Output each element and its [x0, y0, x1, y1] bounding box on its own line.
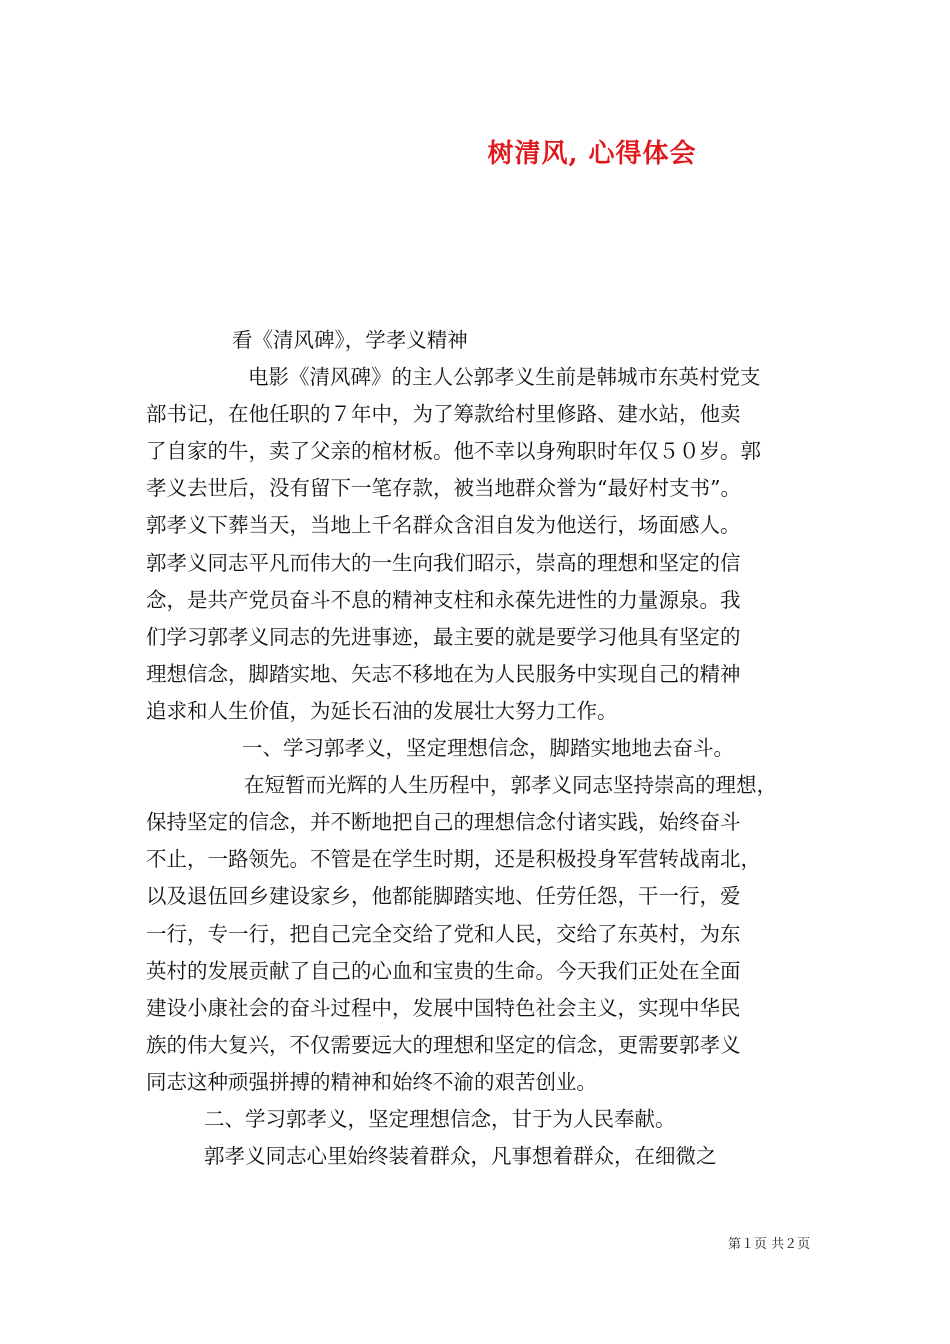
paragraph-line: 建设小康社会的奋斗过程中，发展中国特色社会主义，实现中华民 [146, 995, 741, 1020]
paragraph-line: 孝义去世后，没有留下一笔存款，被当地群众誉为“最好村支书”。 [146, 476, 741, 501]
paragraph-line: 念，是共产党员奋斗不息的精神支柱和永葆先进性的力量源泉。我 [146, 587, 741, 612]
paragraph-line: 英村的发展贡献了自己的心血和宝贵的生命。今天我们正处在全面 [146, 958, 741, 983]
paragraph-line: 们学习郭孝义同志的先进事迹，最主要的就是要学习他具有坚定的 [146, 624, 741, 649]
section-heading-2: 二、学习郭孝义，坚定理想信念，甘于为人民奉献。 [204, 1106, 676, 1131]
paragraph-line: 了自家的牛，卖了父亲的棺材板。他不幸以身殉职时年仅５０岁。郭 [146, 439, 761, 464]
paragraph-line: 一行，专一行，把自己完全交给了党和人民，交给了东英村，为东 [146, 921, 741, 946]
document-title: 树清风, 心得体会 [487, 139, 697, 169]
paragraph-line: 保持坚定的信念，并不断地把自己的理想信念付诸实践，始终奋斗 [146, 810, 741, 835]
paragraph-line: 族的伟大复兴，不仅需要远大的理想和坚定的信念，更需要郭孝义 [146, 1032, 741, 1057]
paragraph-line: 以及退伍回乡建设家乡，他都能脚踏实地、任劳任怨，干一行，爱 [146, 884, 741, 909]
page-number: 第１页 共２页 [728, 1237, 811, 1252]
paragraph-line: 在短暂而光辉的人生历程中，郭孝义同志坚持崇高的理想， [244, 773, 777, 798]
paragraph-line: 郭孝义同志平凡而伟大的一生向我们昭示，崇高的理想和坚定的信 [146, 550, 741, 575]
subtitle-line: 看《清风碑》，学孝义精神 [232, 328, 468, 352]
paragraph-line: 电影《清风碑》的主人公郭孝义生前是韩城市东英村党支 [248, 365, 761, 390]
paragraph-line: 理想信念，脚踏实地、矢志不移地在为人民服务中实现自己的精神 [146, 661, 741, 686]
paragraph-line: 不止，一路领先。不管是在学生时期，还是积极投身军营转战南北， [146, 847, 761, 872]
paragraph-line: 同志这种顽强拼搏的精神和始终不渝的艰苦创业。 [146, 1069, 597, 1094]
paragraph-line: 郭孝义同志心里始终装着群众，凡事想着群众，在细微之 [204, 1144, 717, 1169]
document-body [146, 322, 818, 1175]
paragraph-line: 追求和人生价值，为延长石油的发展壮大努力工作。 [146, 698, 618, 723]
paragraph-line: 部书记，在他任职的７年中，为了筹款给村里修路、建水站，他卖 [146, 402, 741, 427]
section-heading-1: 一、学习郭孝义，坚定理想信念，脚踏实地地去奋斗。 [242, 736, 734, 761]
paragraph-line: 郭孝义下葬当天，当地上千名群众含泪自发为他送行，场面感人。 [146, 513, 741, 538]
